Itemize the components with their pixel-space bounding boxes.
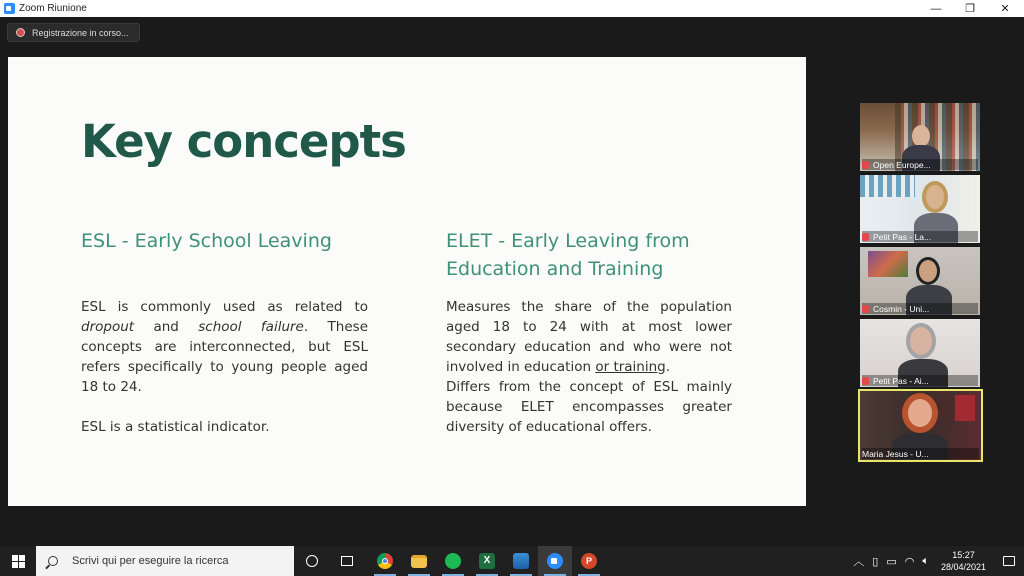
participant-tile[interactable] [860,247,980,315]
system-tray [849,546,1024,576]
zoom-app-icon [4,3,15,14]
restore-button[interactable]: ❐ [965,3,975,15]
battery-icon[interactable]: ▭ [886,555,897,568]
close-button[interactable]: ✕ [1000,3,1010,15]
muted-mic-icon [862,233,869,241]
shared-screen-slide [8,57,806,506]
search-placeholder: Scrivi qui per eseguire la ricerca [72,555,229,567]
esl-paragraph-1: ESL is commonly used as related to dropout and school failure. These concepts are interconnected, but ESL refers specifically to young people aged 18 to 24. [81,299,369,395]
esl-heading: ESL - Early School Leaving [81,230,332,252]
elet-body [446,297,732,437]
participant-name: Maria Jesus - U... [862,448,979,459]
elet-paragraph-1: Measures the share of the population aged 18 to 24 with at most lower secondary education and who were not involved in education or training. [446,299,732,375]
spotify-taskbar-button[interactable] [436,546,470,576]
excel-taskbar-button[interactable] [470,546,504,576]
cortana-icon [306,555,318,567]
recording-indicator[interactable] [7,23,140,42]
muted-mic-icon [862,161,869,169]
excel-icon: X [479,553,495,569]
powerpoint-icon: P [581,553,597,569]
photos-icon [513,553,529,569]
taskbar-search-box[interactable] [36,546,294,576]
spotify-icon [445,553,461,569]
zoom-taskbar-button[interactable] [538,546,572,576]
muted-mic-icon [862,377,869,385]
participant-tile[interactable] [860,103,980,171]
photos-taskbar-button[interactable] [504,546,538,576]
wifi-icon[interactable]: ◠ [904,555,915,568]
clock-time: 15:27 [952,550,975,560]
file-explorer-taskbar-button[interactable] [402,546,436,576]
chrome-taskbar-button[interactable] [368,546,402,576]
recording-icon [16,28,25,37]
elet-paragraph-2: Differs from the concept of ESL mainly because ELET encompasses greater diversity of educational offers. [446,379,732,435]
elet-heading: ELET - Early Leaving from Education and Training [446,230,690,280]
device-icon[interactable]: ▯ [872,555,879,568]
slide-title: Key concepts [81,115,406,168]
task-view-button[interactable] [330,546,364,576]
windows-taskbar [0,546,1024,576]
chrome-icon [377,553,393,569]
cortana-button[interactable] [294,546,330,576]
window-titlebar [0,0,1024,17]
participant-name: Petit Pas - La... [862,231,978,242]
volume-icon[interactable]: 🔈︎ [922,554,929,567]
esl-paragraph-2: ESL is a statistical indicator. [81,419,270,435]
minimize-button[interactable]: — [930,2,942,15]
participant-tile-active-speaker[interactable] [858,389,983,462]
participant-tile[interactable] [860,175,980,243]
clock[interactable] [941,549,986,573]
folder-icon [411,555,427,568]
participant-tile[interactable] [860,319,980,387]
powerpoint-taskbar-button[interactable] [572,546,606,576]
participant-name: Open Europe... [862,159,978,170]
muted-mic-icon [862,305,869,313]
notification-icon [1003,556,1015,566]
participant-name: Cosmin - Uni... [862,303,978,314]
recording-label: Registrazione in corso... [32,27,129,38]
zoom-icon [547,553,563,569]
esl-body [81,297,368,437]
notification-center-button[interactable] [994,556,1024,566]
start-button[interactable] [0,546,36,576]
clock-date: 28/04/2021 [940,562,986,572]
windows-logo-icon [12,555,25,568]
chevron-up-icon[interactable]: ︿ [853,556,865,568]
participant-name: Petit Pas - Ai... [862,375,978,386]
window-title: Zoom Riunione [19,3,87,14]
task-view-icon [341,556,353,566]
search-icon [48,556,58,566]
